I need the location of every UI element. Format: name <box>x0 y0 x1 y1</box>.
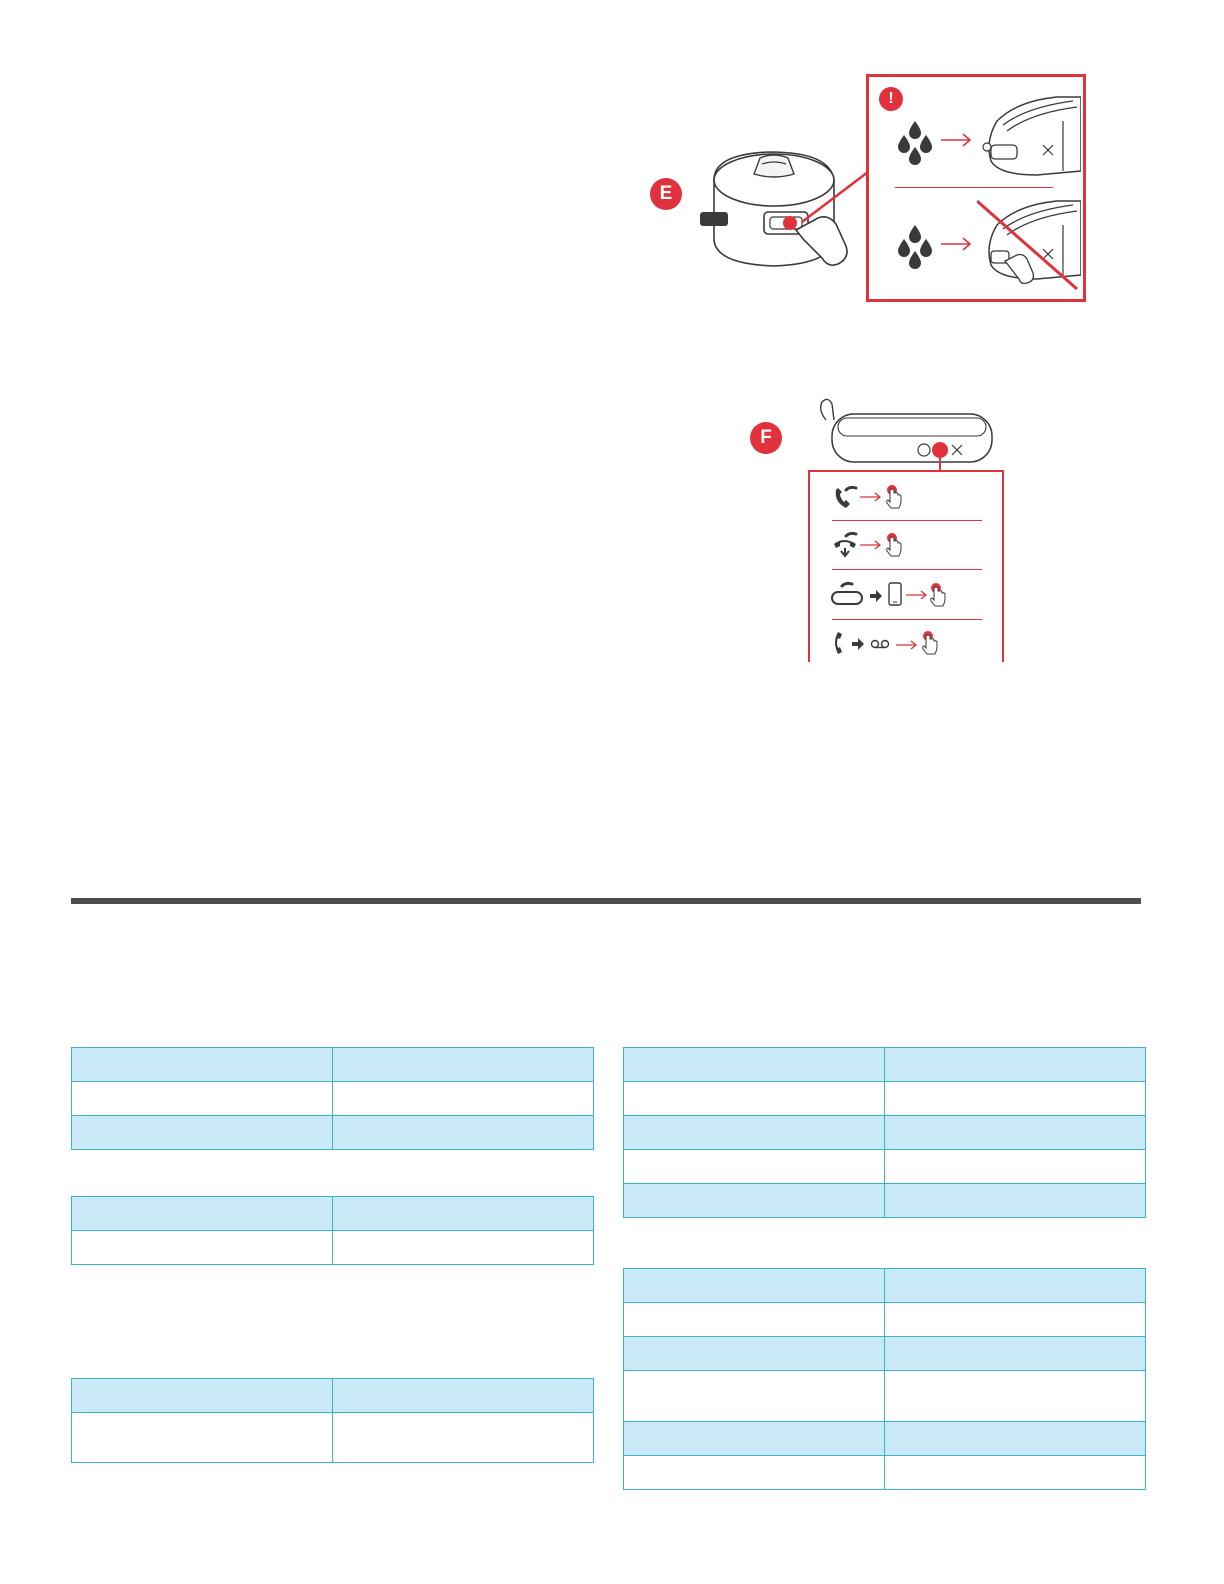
tap-icon <box>928 582 948 608</box>
warning-panel <box>866 74 1086 302</box>
end-call-icon <box>832 530 860 560</box>
panel-separator <box>895 187 1053 188</box>
table-row <box>624 1303 1146 1337</box>
spec-table-right-1 <box>623 1047 1146 1218</box>
arrow-solid-icon <box>870 590 882 602</box>
table-row <box>72 1379 594 1413</box>
earbud-dry-icon <box>977 91 1081 181</box>
headset-illustration <box>812 394 998 470</box>
table-row <box>624 1371 1146 1422</box>
warning-badge: ! <box>879 87 903 111</box>
arrow-right-icon <box>860 492 882 502</box>
table-row <box>624 1048 1146 1082</box>
arrow-right-icon <box>860 540 882 550</box>
table-row <box>624 1456 1146 1490</box>
arrow-solid-icon <box>852 638 864 650</box>
table-row <box>624 1184 1146 1218</box>
voicemail-icon <box>870 638 890 650</box>
button-functions-panel <box>808 470 1004 662</box>
tap-icon <box>884 532 904 558</box>
table-row <box>72 1082 594 1116</box>
arrow-right-icon <box>941 133 973 147</box>
table-row <box>72 1413 594 1463</box>
table-row <box>624 1116 1146 1150</box>
table-row <box>72 1197 594 1231</box>
table-row <box>72 1116 594 1150</box>
table-row <box>624 1269 1146 1303</box>
arrow-right-icon <box>896 640 918 650</box>
spec-table-right-2 <box>623 1268 1146 1490</box>
spec-table-left-3 <box>71 1378 594 1463</box>
table-row <box>72 1048 594 1082</box>
arrow-right-icon <box>941 237 973 251</box>
table-row <box>624 1422 1146 1456</box>
phone-icon <box>888 582 902 606</box>
call-icon <box>832 630 848 656</box>
water-drops-icon <box>897 121 933 165</box>
tap-icon <box>920 630 940 656</box>
figure-f-badge: F <box>750 422 782 454</box>
table-row <box>624 1337 1146 1371</box>
spec-table-left-1 <box>71 1047 594 1150</box>
spec-table-left-2 <box>71 1196 594 1265</box>
headset-icon <box>830 580 866 608</box>
answer-call-icon <box>832 484 860 512</box>
earbud-no-charge-wet-icon <box>977 195 1081 295</box>
row-separator <box>832 569 982 570</box>
table-row <box>624 1150 1146 1184</box>
row-separator <box>832 619 982 620</box>
table-row <box>72 1231 594 1265</box>
callout-line-e <box>800 168 870 228</box>
section-divider <box>71 898 1141 904</box>
water-drops-icon <box>897 225 933 269</box>
row-separator <box>832 520 982 521</box>
figure-e-badge: E <box>650 178 682 210</box>
tap-icon <box>884 484 904 510</box>
arrow-right-icon <box>906 590 928 600</box>
table-row <box>624 1082 1146 1116</box>
